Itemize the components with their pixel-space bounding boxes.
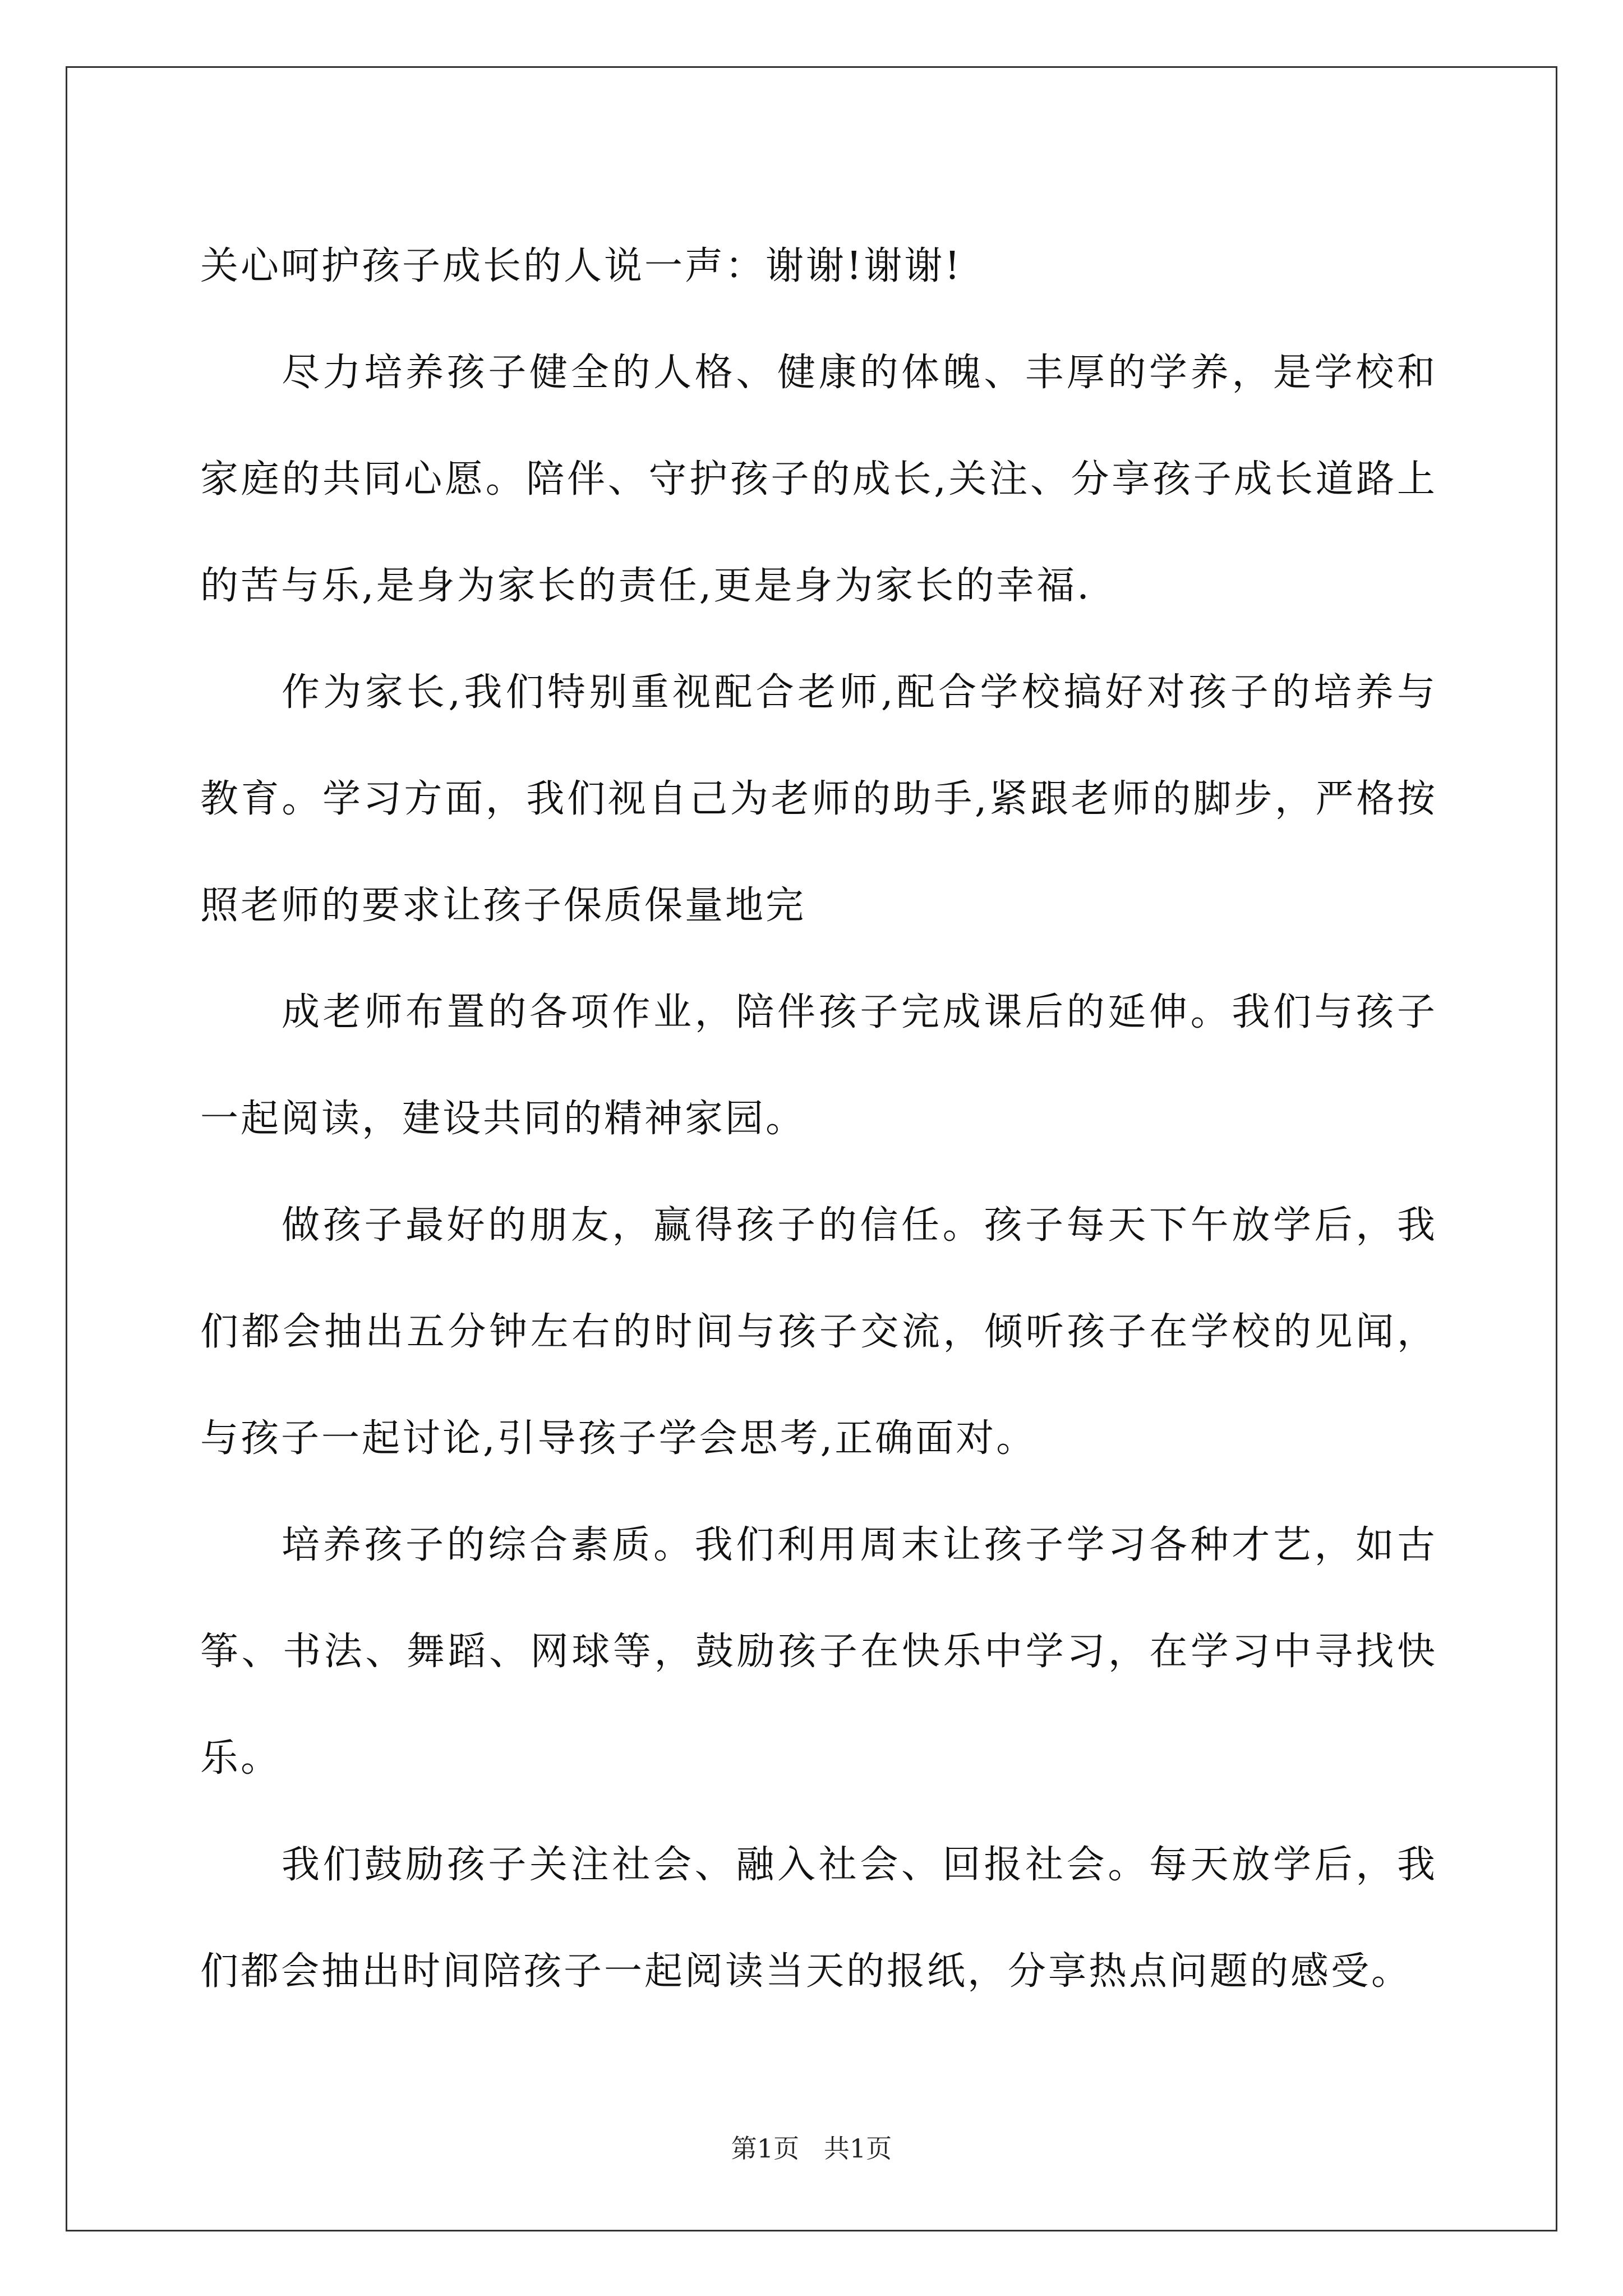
- paragraph-4: 成老师布置的各项作业，陪伴孩子完成课后的延伸。我们与孩子一起阅读，建设共同的精神家园。: [200, 990, 1437, 1141]
- paragraph-1: 关心呵护孩子成长的人说一声：谢谢!谢谢!: [200, 244, 962, 288]
- paragraph-7: 我们鼓励孩子关注社会、融入社会、回报社会。每天放学后，我们都会抽出时间陪孩子一起阅读当天的报纸，分享热点问题的感受。: [200, 1843, 1437, 1994]
- document-body: [200, 213, 1437, 2025]
- paragraph-5: 做孩子最好的朋友，赢得孩子的信任。孩子每天下午放学后，我们都会抽出五分钟左右的时间与孩子交流，倾听孩子在学校的见闻，与孩子一起讨论,引导孩子学会思考,正确面对。: [200, 1203, 1437, 1461]
- paragraph-2: 尽力培养孩子健全的人格、健康的体魄、丰厚的学养，是学校和家庭的共同心愿。陪伴、守护孩子的成长,关注、分享孩子成长道路上的苦与乐,是身为家长的责任,更是身为家长的幸福.: [200, 351, 1437, 608]
- paragraph-3: 作为家长,我们特别重视配合老师,配合学校搞好对孩子的培养与教育。学习方面，我们视自己为老师的助手,紧跟老师的脚步，严格按照老师的要求让孩子保质保量地完: [200, 670, 1437, 928]
- page-number-footer: 第1页 共1页: [731, 2133, 892, 2164]
- paragraph-6: 培养孩子的综合素质。我们利用周末让孩子学习各种才艺，如古筝、书法、舞蹈、网球等，鼓励孩子在快乐中学习，在学习中寻找快乐。: [200, 1523, 1437, 1780]
